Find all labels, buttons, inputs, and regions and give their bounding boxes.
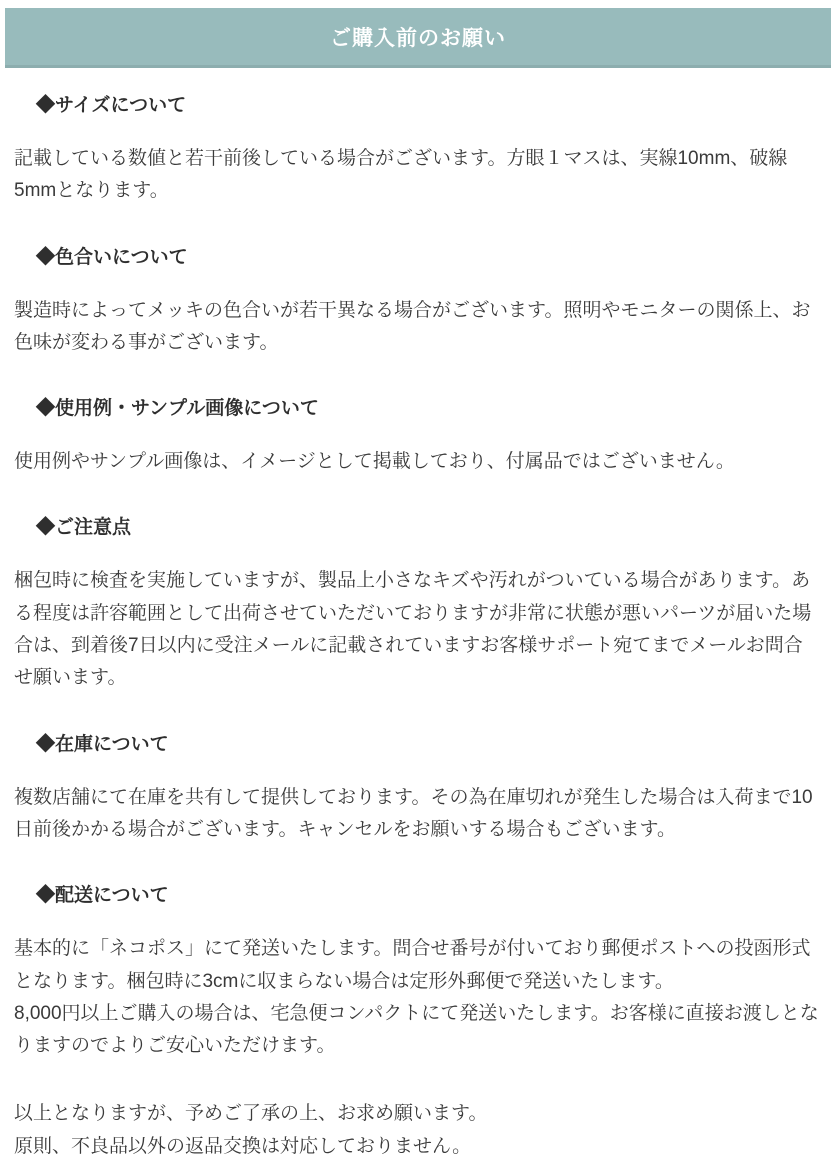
section-stock — [14, 731, 821, 847]
section-heading-shipping: ◆配送について — [36, 885, 169, 907]
section-body-stock — [14, 782, 821, 847]
section-sample-images — [14, 395, 821, 478]
page-title: ご購入前のお願い — [330, 26, 506, 50]
section-heading-caution: ◆ご注意点 — [36, 517, 132, 539]
body-paragraph: 基本的に「ネコポス」にて発送いたします。問合せ番号が付いており郵便ポストへの投函形式となります。梱包時に3cmに収まらない場合は定形外郵便で発送いたします。 — [14, 938, 811, 992]
section-body-caution — [14, 565, 821, 694]
section-color — [14, 244, 821, 360]
section-caution — [14, 514, 821, 694]
section-body-size — [14, 143, 821, 208]
body-paragraph: 複数店舗にて在庫を共有して提供しております。その為在庫切れが発生した場合は入荷まで10日前後かかる場合がございます。キャンセルをお願いする場合もございます。 — [14, 786, 813, 840]
body-paragraph: 製造時によってメッキの色合いが若干異なる場合がございます。照明やモニターの関係上、お色味が変わる事がございます。 — [14, 299, 811, 353]
section-body-color — [14, 295, 821, 360]
body-paragraph: 梱包時に検査を実施していますが、製品上小さなキズや汚れがついている場合があります。ある程度は許容範囲として出荷させていただいておりますが非常に状態が悪いパーツが届いた場合は、到着後7日以内に受注メールに記載されていますお客様サポート宛てまでメールお問合せ願います。 — [14, 570, 812, 689]
closing-note — [14, 1098, 821, 1157]
section-heading-stock: ◆在庫について — [36, 733, 169, 755]
section-body-shipping — [14, 933, 821, 1062]
header-bar — [5, 8, 831, 68]
section-size — [14, 92, 821, 208]
section-shipping — [14, 882, 821, 1062]
section-heading-size: ◆サイズについて — [36, 95, 187, 116]
notice-content — [0, 92, 837, 1157]
body-paragraph: 記載している数値と若干前後している場合がございます。方眼１マスは、実線10mm、破線5mmとなります。 — [14, 148, 788, 202]
body-paragraph: 使用例やサンプル画像は、イメージとして掲載しており、付属品ではございません。 — [14, 451, 735, 473]
section-heading-sample-images: ◆使用例・サンプル画像について — [36, 398, 319, 420]
section-body-sample-images — [14, 446, 821, 478]
closing-line: 以上となりますが、予めご了承の上、お求め願います。 — [14, 1103, 488, 1125]
closing-line: 原則、不良品以外の返品交換は対応しておりません。 — [14, 1135, 472, 1157]
section-heading-color: ◆色合いについて — [36, 246, 188, 268]
body-paragraph: 8,000円以上ご購入の場合は、宅急便コンパクトにて発送いたします。お客様に直接お渡しとなりますのでよりご安心いただけます。 — [14, 1002, 819, 1057]
